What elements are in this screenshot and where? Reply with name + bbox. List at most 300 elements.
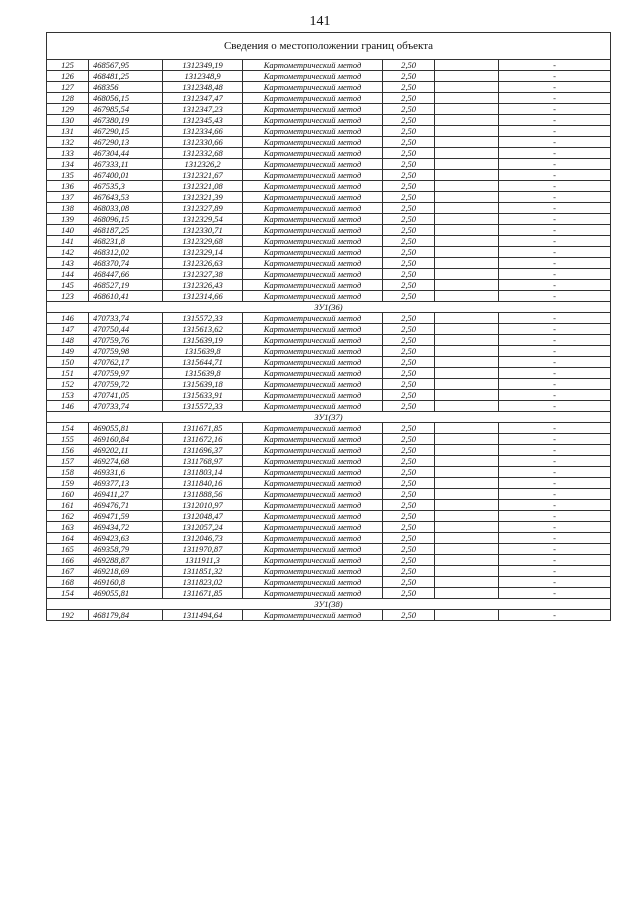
table-row: [47, 192, 611, 203]
coord-y-cell: 1312347,47: [163, 93, 243, 104]
extra-cell: [435, 401, 499, 412]
coord-y-cell: 1315572,33: [163, 313, 243, 324]
coord-x-cell: 467304,44: [89, 148, 163, 159]
coord-x-cell: 468370,74: [89, 258, 163, 269]
extra-cell: [435, 445, 499, 456]
table-row: [47, 346, 611, 357]
table-row: [47, 148, 611, 159]
coord-x-cell: 467643,53: [89, 192, 163, 203]
method-cell: Картометрический метод: [243, 214, 383, 225]
method-cell: Картометрический метод: [243, 555, 383, 566]
accuracy-cell: 2,50: [383, 280, 435, 291]
table-row: [47, 71, 611, 82]
description-cell: -: [499, 148, 611, 159]
extra-cell: [435, 489, 499, 500]
coord-y-cell: 1312010,97: [163, 500, 243, 511]
method-cell: Картометрический метод: [243, 181, 383, 192]
accuracy-cell: 2,50: [383, 82, 435, 93]
description-cell: -: [499, 588, 611, 599]
table-row: [47, 291, 611, 302]
accuracy-cell: 2,50: [383, 511, 435, 522]
extra-cell: [435, 533, 499, 544]
description-cell: -: [499, 225, 611, 236]
extra-cell: [435, 137, 499, 148]
accuracy-cell: 2,50: [383, 478, 435, 489]
description-cell: -: [499, 456, 611, 467]
extra-cell: [435, 456, 499, 467]
extra-cell: [435, 82, 499, 93]
table-row: [47, 445, 611, 456]
coord-y-cell: 1315633,91: [163, 390, 243, 401]
table-row: [47, 489, 611, 500]
table-row: [47, 60, 611, 71]
extra-cell: [435, 434, 499, 445]
point-number-cell: 126: [47, 71, 89, 82]
table-row: [47, 170, 611, 181]
description-cell: -: [499, 93, 611, 104]
accuracy-cell: 2,50: [383, 269, 435, 280]
extra-cell: [435, 181, 499, 192]
accuracy-cell: 2,50: [383, 610, 435, 621]
extra-cell: [435, 335, 499, 346]
coord-y-cell: 1315639,19: [163, 335, 243, 346]
coord-x-cell: 469471,59: [89, 511, 163, 522]
description-cell: -: [499, 522, 611, 533]
table-row: [47, 423, 611, 434]
accuracy-cell: 2,50: [383, 236, 435, 247]
accuracy-cell: 2,50: [383, 577, 435, 588]
description-cell: -: [499, 390, 611, 401]
method-cell: Картометрический метод: [243, 104, 383, 115]
coord-y-cell: 1312327,38: [163, 269, 243, 280]
extra-cell: [435, 324, 499, 335]
coord-y-cell: 1315644,71: [163, 357, 243, 368]
extra-cell: [435, 500, 499, 511]
method-cell: Картометрический метод: [243, 423, 383, 434]
accuracy-cell: 2,50: [383, 192, 435, 203]
section-row: [47, 302, 611, 313]
point-number-cell: 149: [47, 346, 89, 357]
point-number-cell: 134: [47, 159, 89, 170]
extra-cell: [435, 313, 499, 324]
coord-y-cell: 1312334,66: [163, 126, 243, 137]
accuracy-cell: 2,50: [383, 203, 435, 214]
point-number-cell: 157: [47, 456, 89, 467]
point-number-cell: 148: [47, 335, 89, 346]
coord-x-cell: 468481,25: [89, 71, 163, 82]
description-cell: -: [499, 170, 611, 181]
method-cell: Картометрический метод: [243, 170, 383, 181]
method-cell: Картометрический метод: [243, 544, 383, 555]
coord-y-cell: 1312314,66: [163, 291, 243, 302]
accuracy-cell: 2,50: [383, 291, 435, 302]
method-cell: Картометрический метод: [243, 324, 383, 335]
table-row: [47, 203, 611, 214]
extra-cell: [435, 159, 499, 170]
table-body: [47, 33, 611, 621]
method-cell: Картометрический метод: [243, 500, 383, 511]
accuracy-cell: 2,50: [383, 544, 435, 555]
section-label: ЗУ1(38): [47, 599, 611, 610]
point-number-cell: 133: [47, 148, 89, 159]
coord-y-cell: 1312321,08: [163, 181, 243, 192]
point-number-cell: 136: [47, 181, 89, 192]
table-row: [47, 137, 611, 148]
coord-x-cell: 469288,87: [89, 555, 163, 566]
coord-y-cell: 1311671,85: [163, 588, 243, 599]
extra-cell: [435, 566, 499, 577]
coord-y-cell: 1312348,48: [163, 82, 243, 93]
description-cell: -: [499, 401, 611, 412]
coord-y-cell: 1312349,19: [163, 60, 243, 71]
coord-x-cell: 468610,41: [89, 291, 163, 302]
accuracy-cell: 2,50: [383, 500, 435, 511]
method-cell: Картометрический метод: [243, 522, 383, 533]
table-row: [47, 159, 611, 170]
point-number-cell: 130: [47, 115, 89, 126]
coord-x-cell: 467290,13: [89, 137, 163, 148]
extra-cell: [435, 214, 499, 225]
accuracy-cell: 2,50: [383, 258, 435, 269]
coord-x-cell: 468527,19: [89, 280, 163, 291]
coord-x-cell: 469160,84: [89, 434, 163, 445]
point-number-cell: 139: [47, 214, 89, 225]
point-number-cell: 161: [47, 500, 89, 511]
method-cell: Картометрический метод: [243, 566, 383, 577]
point-number-cell: 125: [47, 60, 89, 71]
method-cell: Картометрический метод: [243, 588, 383, 599]
accuracy-cell: 2,50: [383, 368, 435, 379]
accuracy-cell: 2,50: [383, 93, 435, 104]
extra-cell: [435, 346, 499, 357]
coord-x-cell: 468056,15: [89, 93, 163, 104]
point-number-cell: 158: [47, 467, 89, 478]
coord-y-cell: 1311888,56: [163, 489, 243, 500]
point-number-cell: 142: [47, 247, 89, 258]
point-number-cell: 150: [47, 357, 89, 368]
method-cell: Картометрический метод: [243, 93, 383, 104]
point-number-cell: 167: [47, 566, 89, 577]
coord-x-cell: 470759,76: [89, 335, 163, 346]
section-row: [47, 412, 611, 423]
coord-x-cell: 469476,71: [89, 500, 163, 511]
description-cell: -: [499, 335, 611, 346]
description-cell: -: [499, 269, 611, 280]
extra-cell: [435, 357, 499, 368]
method-cell: Картометрический метод: [243, 236, 383, 247]
accuracy-cell: 2,50: [383, 115, 435, 126]
coord-x-cell: 467400,01: [89, 170, 163, 181]
point-number-cell: 155: [47, 434, 89, 445]
extra-cell: [435, 60, 499, 71]
accuracy-cell: 2,50: [383, 104, 435, 115]
coord-x-cell: 468356: [89, 82, 163, 93]
accuracy-cell: 2,50: [383, 445, 435, 456]
point-number-cell: 152: [47, 379, 89, 390]
method-cell: Картометрический метод: [243, 610, 383, 621]
description-cell: -: [499, 104, 611, 115]
section-row: [47, 599, 611, 610]
table-row: [47, 313, 611, 324]
coord-y-cell: 1312327,89: [163, 203, 243, 214]
description-cell: -: [499, 566, 611, 577]
point-number-cell: 147: [47, 324, 89, 335]
coord-y-cell: 1311911,3: [163, 555, 243, 566]
point-number-cell: 165: [47, 544, 89, 555]
description-cell: -: [499, 313, 611, 324]
accuracy-cell: 2,50: [383, 148, 435, 159]
point-number-cell: 140: [47, 225, 89, 236]
extra-cell: [435, 203, 499, 214]
method-cell: Картометрический метод: [243, 577, 383, 588]
table-row: [47, 115, 611, 126]
table-row: [47, 335, 611, 346]
table-row: [47, 258, 611, 269]
description-cell: -: [499, 247, 611, 258]
point-number-cell: 141: [47, 236, 89, 247]
coord-y-cell: 1312332,68: [163, 148, 243, 159]
description-cell: -: [499, 445, 611, 456]
coord-x-cell: 469218,69: [89, 566, 163, 577]
extra-cell: [435, 71, 499, 82]
method-cell: Картометрический метод: [243, 258, 383, 269]
method-cell: Картометрический метод: [243, 82, 383, 93]
accuracy-cell: 2,50: [383, 126, 435, 137]
table-title: Сведения о местоположении границ объекта: [47, 33, 611, 60]
extra-cell: [435, 269, 499, 280]
extra-cell: [435, 390, 499, 401]
section-label: ЗУ1(37): [47, 412, 611, 423]
point-number-cell: 164: [47, 533, 89, 544]
point-number-cell: 129: [47, 104, 89, 115]
table-row: [47, 588, 611, 599]
method-cell: Картометрический метод: [243, 148, 383, 159]
accuracy-cell: 2,50: [383, 313, 435, 324]
method-cell: Картометрический метод: [243, 159, 383, 170]
table-row: [47, 181, 611, 192]
coord-x-cell: 470759,72: [89, 379, 163, 390]
method-cell: Картометрический метод: [243, 489, 383, 500]
accuracy-cell: 2,50: [383, 467, 435, 478]
description-cell: -: [499, 357, 611, 368]
coord-x-cell: 468187,25: [89, 225, 163, 236]
table-row: [47, 379, 611, 390]
coord-x-cell: 470750,44: [89, 324, 163, 335]
table-row: [47, 368, 611, 379]
point-number-cell: 131: [47, 126, 89, 137]
coord-y-cell: 1312345,43: [163, 115, 243, 126]
point-number-cell: 163: [47, 522, 89, 533]
coord-x-cell: 468312,02: [89, 247, 163, 258]
description-cell: -: [499, 478, 611, 489]
accuracy-cell: 2,50: [383, 555, 435, 566]
extra-cell: [435, 115, 499, 126]
coord-x-cell: 468179,84: [89, 610, 163, 621]
table-row: [47, 225, 611, 236]
coord-y-cell: 1315639,18: [163, 379, 243, 390]
table-row: [47, 357, 611, 368]
point-number-cell: 135: [47, 170, 89, 181]
description-cell: -: [499, 324, 611, 335]
method-cell: Картометрический метод: [243, 467, 383, 478]
point-number-cell: 160: [47, 489, 89, 500]
description-cell: -: [499, 610, 611, 621]
method-cell: Картометрический метод: [243, 390, 383, 401]
coord-x-cell: 469434,72: [89, 522, 163, 533]
accuracy-cell: 2,50: [383, 225, 435, 236]
table-row: [47, 126, 611, 137]
table-row: [47, 269, 611, 280]
accuracy-cell: 2,50: [383, 181, 435, 192]
coord-x-cell: 470733,74: [89, 313, 163, 324]
coord-x-cell: 469331,6: [89, 467, 163, 478]
table-row: [47, 104, 611, 115]
coord-x-cell: 470762,17: [89, 357, 163, 368]
table-row: [47, 434, 611, 445]
point-number-cell: 166: [47, 555, 89, 566]
method-cell: Картометрический метод: [243, 379, 383, 390]
description-cell: -: [499, 555, 611, 566]
point-number-cell: 145: [47, 280, 89, 291]
description-cell: -: [499, 346, 611, 357]
method-cell: Картометрический метод: [243, 71, 383, 82]
accuracy-cell: 2,50: [383, 434, 435, 445]
coord-y-cell: 1312330,71: [163, 225, 243, 236]
method-cell: Картометрический метод: [243, 456, 383, 467]
description-cell: -: [499, 126, 611, 137]
accuracy-cell: 2,50: [383, 346, 435, 357]
description-cell: -: [499, 60, 611, 71]
description-cell: -: [499, 533, 611, 544]
description-cell: -: [499, 379, 611, 390]
description-cell: -: [499, 511, 611, 522]
point-number-cell: 127: [47, 82, 89, 93]
boundary-table: [46, 32, 611, 621]
table-row: [47, 522, 611, 533]
extra-cell: [435, 192, 499, 203]
method-cell: Картометрический метод: [243, 357, 383, 368]
description-cell: -: [499, 280, 611, 291]
accuracy-cell: 2,50: [383, 137, 435, 148]
coord-x-cell: 469055,81: [89, 423, 163, 434]
accuracy-cell: 2,50: [383, 170, 435, 181]
accuracy-cell: 2,50: [383, 357, 435, 368]
coord-x-cell: 467380,19: [89, 115, 163, 126]
coord-x-cell: 470741,05: [89, 390, 163, 401]
method-cell: Картометрический метод: [243, 478, 383, 489]
method-cell: Картометрический метод: [243, 434, 383, 445]
extra-cell: [435, 170, 499, 181]
accuracy-cell: 2,50: [383, 390, 435, 401]
extra-cell: [435, 225, 499, 236]
method-cell: Картометрический метод: [243, 225, 383, 236]
coord-y-cell: 1312057,24: [163, 522, 243, 533]
point-number-cell: 192: [47, 610, 89, 621]
extra-cell: [435, 148, 499, 159]
extra-cell: [435, 126, 499, 137]
coord-y-cell: 1311671,85: [163, 423, 243, 434]
table-row: [47, 247, 611, 258]
coord-x-cell: 468096,15: [89, 214, 163, 225]
extra-cell: [435, 104, 499, 115]
extra-cell: [435, 280, 499, 291]
method-cell: Картометрический метод: [243, 368, 383, 379]
coord-x-cell: 467290,15: [89, 126, 163, 137]
accuracy-cell: 2,50: [383, 423, 435, 434]
extra-cell: [435, 544, 499, 555]
table-row: [47, 401, 611, 412]
point-number-cell: 138: [47, 203, 89, 214]
point-number-cell: 144: [47, 269, 89, 280]
method-cell: Картометрический метод: [243, 203, 383, 214]
table-row: [47, 566, 611, 577]
coord-x-cell: 467333,11: [89, 159, 163, 170]
coord-y-cell: 1311803,14: [163, 467, 243, 478]
accuracy-cell: 2,50: [383, 401, 435, 412]
extra-cell: [435, 236, 499, 247]
description-cell: -: [499, 203, 611, 214]
accuracy-cell: 2,50: [383, 60, 435, 71]
accuracy-cell: 2,50: [383, 566, 435, 577]
table-title-row: [47, 33, 611, 60]
extra-cell: [435, 379, 499, 390]
accuracy-cell: 2,50: [383, 456, 435, 467]
description-cell: -: [499, 181, 611, 192]
extra-cell: [435, 511, 499, 522]
accuracy-cell: 2,50: [383, 247, 435, 258]
description-cell: -: [499, 544, 611, 555]
method-cell: Картометрический метод: [243, 137, 383, 148]
description-cell: -: [499, 467, 611, 478]
coord-y-cell: 1312348,9: [163, 71, 243, 82]
table-row: [47, 93, 611, 104]
table-row: [47, 610, 611, 621]
method-cell: Картометрический метод: [243, 335, 383, 346]
coord-y-cell: 1311494,64: [163, 610, 243, 621]
coord-y-cell: 1311696,37: [163, 445, 243, 456]
coord-x-cell: 469423,63: [89, 533, 163, 544]
point-number-cell: 128: [47, 93, 89, 104]
coord-y-cell: 1311768,97: [163, 456, 243, 467]
extra-cell: [435, 258, 499, 269]
method-cell: Картометрический метод: [243, 115, 383, 126]
point-number-cell: 162: [47, 511, 89, 522]
extra-cell: [435, 610, 499, 621]
description-cell: -: [499, 489, 611, 500]
accuracy-cell: 2,50: [383, 71, 435, 82]
accuracy-cell: 2,50: [383, 489, 435, 500]
description-cell: -: [499, 258, 611, 269]
point-number-cell: 154: [47, 588, 89, 599]
coord-x-cell: 470759,97: [89, 368, 163, 379]
coord-y-cell: 1311823,02: [163, 577, 243, 588]
method-cell: Картометрический метод: [243, 445, 383, 456]
coord-y-cell: 1312321,39: [163, 192, 243, 203]
table-row: [47, 236, 611, 247]
coord-y-cell: 1312326,43: [163, 280, 243, 291]
extra-cell: [435, 247, 499, 258]
accuracy-cell: 2,50: [383, 214, 435, 225]
method-cell: Картометрический метод: [243, 533, 383, 544]
description-cell: -: [499, 236, 611, 247]
section-label: ЗУ1(36): [47, 302, 611, 313]
coord-y-cell: 1312048,47: [163, 511, 243, 522]
coord-y-cell: 1315572,33: [163, 401, 243, 412]
method-cell: Картометрический метод: [243, 126, 383, 137]
description-cell: -: [499, 577, 611, 588]
extra-cell: [435, 467, 499, 478]
table-row: [47, 324, 611, 335]
